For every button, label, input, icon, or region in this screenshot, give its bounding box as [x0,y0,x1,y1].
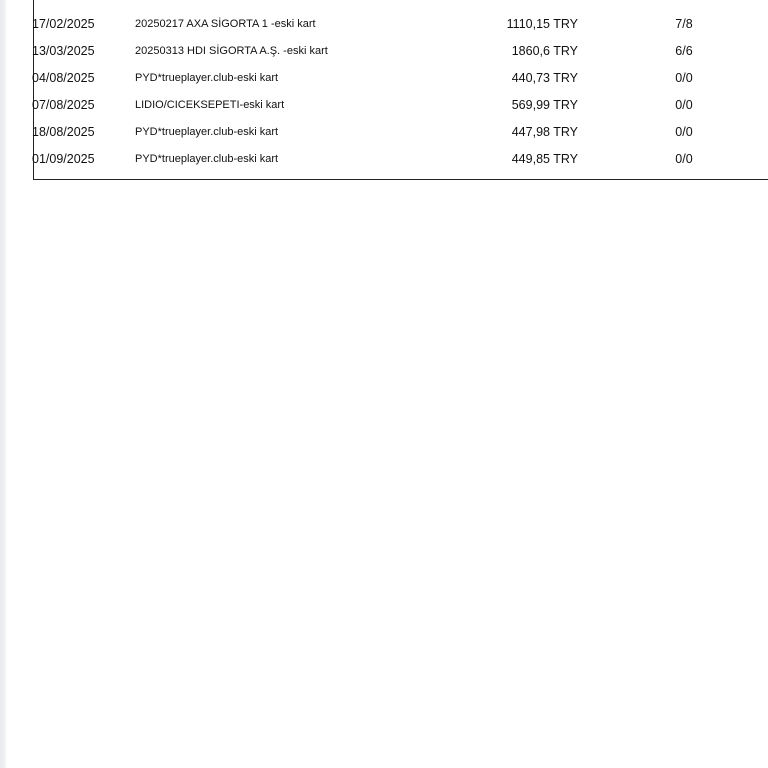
transaction-installment: 6/6 [675,44,693,58]
transaction-date: 17/02/2025 [32,17,95,31]
transaction-amount: 1110,15 TRY [506,17,578,31]
transaction-description: 20250313 HDI SİGORTA A.Ş. -eski kart [135,45,328,57]
transaction-amount: 569,99 TRY [511,98,578,112]
transaction-description: 20250217 AXA SİGORTA 1 -eski kart [135,18,316,30]
transaction-amount: 1860,6 TRY [511,44,578,58]
transaction-installment: 0/0 [675,152,693,166]
transaction-amount: 440,73 TRY [511,71,578,85]
transaction-date: 18/08/2025 [32,125,95,139]
transaction-installment: 0/0 [675,98,693,112]
transaction-date: 07/08/2025 [32,98,95,112]
transaction-description: PYD*trueplayer.club-eski kart [135,126,279,138]
transaction-amount: 447,98 TRY [511,125,578,139]
transaction-description: LIDIO/CICEKSEPETI-eski kart [135,99,285,111]
transaction-amount: 449,85 TRY [511,152,578,166]
transactions-table [33,0,768,180]
transaction-date: 13/03/2025 [32,44,95,58]
transaction-installment: 0/0 [675,125,693,139]
transaction-installment: 7/8 [675,17,693,31]
transaction-description: PYD*trueplayer.club-eski kart [135,72,279,84]
transaction-installment: 0/0 [675,71,693,85]
transaction-date: 01/09/2025 [32,152,95,166]
transaction-date: 04/08/2025 [32,71,95,85]
page-left-edge [0,0,6,768]
transaction-description: PYD*trueplayer.club-eski kart [135,153,279,165]
